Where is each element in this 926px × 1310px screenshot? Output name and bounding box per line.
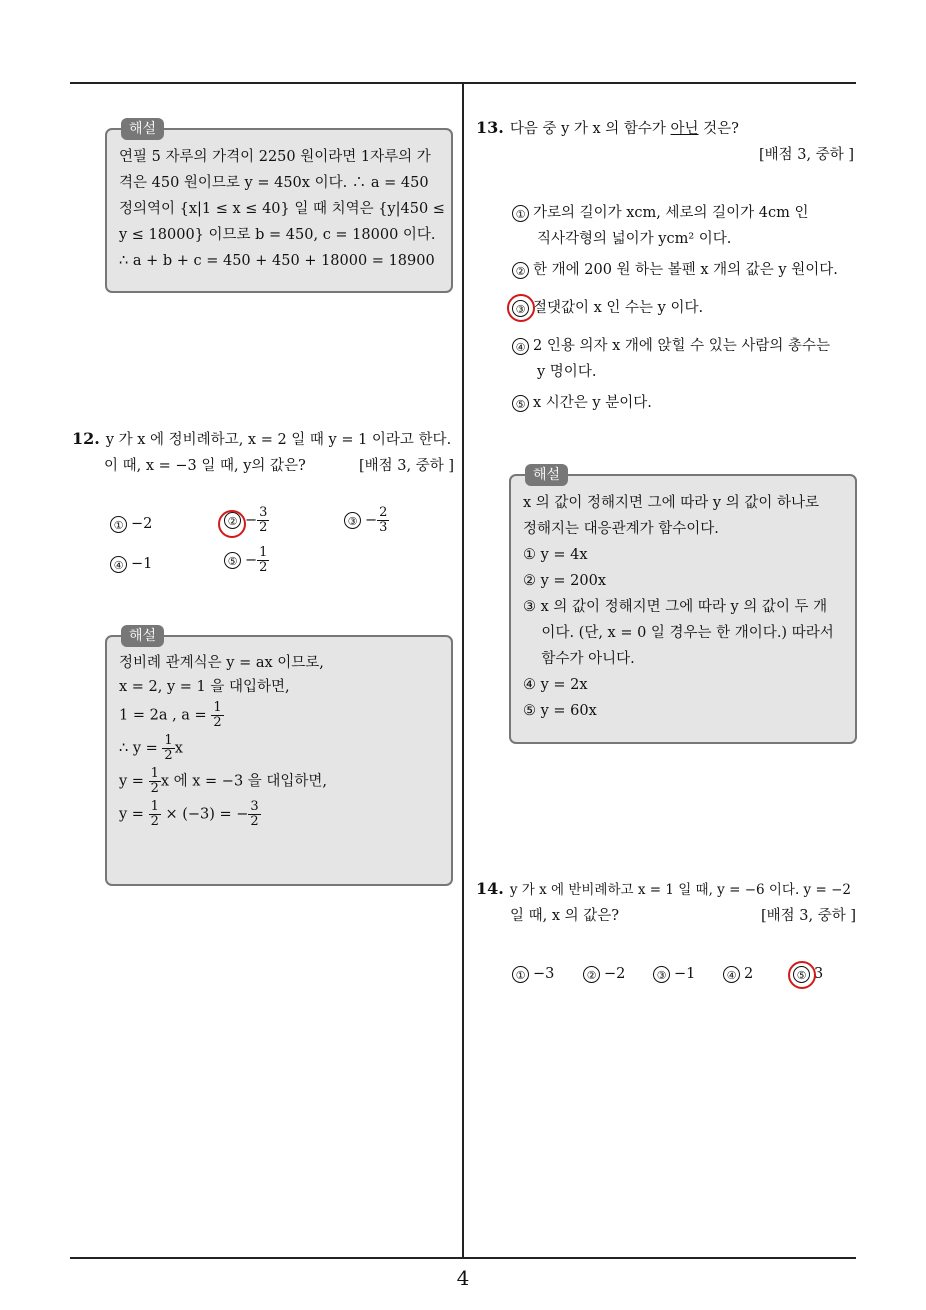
- option-value: −1: [674, 966, 696, 982]
- solution-box-13: [509, 467, 857, 744]
- solution-line: x = 2, y = 1 을 대입하면,: [119, 679, 290, 695]
- fraction: $\frac{1}{2}$: [213, 700, 222, 730]
- fraction: $\frac{1}{2}$: [164, 733, 173, 763]
- question-text: 이 때, x = −3 일 때, y의 값은?: [104, 458, 306, 474]
- option-text: 한 개에 200 원 하는 볼펜 x 개의 값은 y 원이다.: [533, 262, 838, 278]
- option-number: ①: [512, 966, 529, 983]
- solution-line: ③ x 의 값이 정해지면 그에 따라 y 의 값이 두 개: [523, 599, 828, 615]
- option-number: ①: [110, 516, 127, 533]
- option-number: ②: [224, 512, 241, 529]
- option-number: ⑤: [793, 966, 810, 983]
- option-text: 2 인용 의자 x 개에 앉힐 수 있는 사람의 총수는: [533, 338, 831, 354]
- solution-line: 정의역이 {x|1 ≤ x ≤ 40} 일 때 치역은 {y|450 ≤: [119, 201, 445, 217]
- solution-box-12: [105, 628, 453, 886]
- fraction: $\frac{2}{3}$: [379, 505, 388, 535]
- solution-line: 함수가 아니다.: [523, 651, 635, 667]
- points-label: [배점 3, 중하 ]: [758, 147, 854, 163]
- option-number: ④: [723, 966, 740, 983]
- option-12-5[interactable]: [224, 546, 269, 575]
- option-value: 3: [814, 966, 824, 982]
- column-divider: [462, 83, 464, 1258]
- option-text: 직사각형의 넓이가 ycm² 이다.: [537, 231, 732, 247]
- option-text: 절댓값이 x 인 수는 y 이다.: [533, 300, 704, 316]
- solution-line: 연필 5 자루의 가격이 2250 원이라면 1자루의 가: [119, 149, 431, 165]
- fraction: $\frac{1}{2}$: [150, 766, 159, 796]
- question-12: [72, 426, 454, 479]
- option-text: x 시간은 y 분이다.: [533, 395, 652, 411]
- option-number: ②: [583, 966, 600, 983]
- fraction: $\frac{1}{2}$: [259, 545, 268, 575]
- solution-label: 해설: [525, 464, 568, 486]
- solution-label: 해설: [121, 625, 164, 647]
- option-value: −: [245, 512, 258, 529]
- solution-line: ④ y = 2x: [523, 677, 588, 693]
- solution-line: ② y = 200x: [523, 573, 607, 589]
- solution-line: ∴ a + b + c = 450 + 450 + 18000 = 18900: [119, 253, 435, 269]
- solution-line: y = $\frac{1}{2}$ x 에 x = −3 을 대입하면,: [119, 766, 328, 796]
- option-14-1[interactable]: [512, 962, 554, 986]
- option-14-3[interactable]: [653, 962, 695, 986]
- option-13-2[interactable]: [512, 257, 838, 283]
- question-text: 다음 중 y 가 x 의 함수가: [509, 121, 671, 137]
- option-value: −: [245, 552, 258, 569]
- solution-line: 격은 450 원이므로 y = 450x 이다. ∴ a = 450: [119, 175, 429, 191]
- question-text: y 가 x 에 정비례하고, x = 2 일 때 y = 1 이라고 한다.: [105, 432, 452, 448]
- solution-line: 정비례 관계식은 y = ax 이므로,: [119, 655, 324, 671]
- solution-line: 1 = 2a , a = $\frac{1}{2}$: [119, 700, 222, 730]
- answer-circle-mark: [507, 294, 535, 322]
- question-text: 일 때, x 의 값은?: [510, 908, 620, 924]
- option-number: ④: [110, 556, 127, 573]
- option-value: 2: [744, 966, 754, 982]
- fraction: $\frac{1}{2}$: [150, 799, 159, 829]
- option-text: y 명이다.: [537, 364, 597, 380]
- question-13: [476, 115, 854, 168]
- page-number: 4: [456, 1266, 470, 1290]
- option-value: −: [365, 512, 378, 529]
- solution-line: ⑤ y = 60x: [523, 703, 597, 719]
- option-13-1[interactable]: [512, 200, 809, 252]
- option-number: ⑤: [224, 552, 241, 569]
- option-value: −3: [533, 966, 555, 982]
- option-13-4[interactable]: [512, 333, 830, 385]
- fraction: $\frac{3}{2}$: [250, 799, 259, 829]
- option-value: −2: [131, 516, 153, 532]
- question-number: 14.: [476, 879, 504, 898]
- option-number: ⑤: [512, 395, 529, 412]
- option-text: 가로의 길이가 xcm, 세로의 길이가 4cm 인: [533, 205, 809, 221]
- option-number: ③: [653, 966, 670, 983]
- option-value: −2: [604, 966, 626, 982]
- option-12-1[interactable]: [110, 512, 152, 536]
- option-number: ④: [512, 338, 529, 355]
- option-number: ③: [344, 512, 361, 529]
- option-number: ①: [512, 205, 529, 222]
- solution-line: x 의 값이 정해지면 그에 따라 y 의 값이 하나로: [523, 495, 819, 511]
- question-text: y 가 x 에 반비례하고 x = 1 일 때, y = −6 이다. y = −2: [509, 882, 851, 898]
- answer-circle-mark: [788, 961, 816, 989]
- points-label: [배점 3, 중하 ]: [358, 458, 454, 474]
- option-number: ③: [512, 300, 529, 317]
- option-12-4[interactable]: [110, 552, 152, 576]
- question-emphasis: 아닌: [670, 121, 699, 137]
- option-14-4[interactable]: [723, 962, 753, 986]
- fraction: $\frac{3}{2}$: [259, 505, 268, 535]
- question-number: 12.: [72, 429, 100, 448]
- solution-label: 해설: [121, 118, 164, 140]
- solution-line: ∴ y = $\frac{1}{2}$ x: [119, 733, 183, 763]
- option-13-5[interactable]: [512, 390, 652, 416]
- option-value: −1: [131, 556, 153, 572]
- solution-line: 정해지는 대응관계가 함수이다.: [523, 521, 719, 537]
- option-number: ②: [512, 262, 529, 279]
- points-label: [배점 3, 중하 ]: [760, 908, 856, 924]
- solution-line: y = $\frac{1}{2}$ × (−3) = − $\frac{3}{2}$: [119, 799, 259, 829]
- solution-line: ① y = 4x: [523, 547, 588, 563]
- question-number: 13.: [476, 118, 504, 137]
- solution-line: 이다. (단, x = 0 일 경우는 한 개이다.) 따라서: [523, 625, 834, 641]
- solution-line: y ≤ 18000} 이므로 b = 450, c = 18000 이다.: [119, 227, 436, 243]
- question-14: [476, 876, 856, 929]
- answer-circle-mark: [218, 510, 246, 538]
- option-12-3[interactable]: [344, 506, 389, 535]
- bottom-rule: [70, 1257, 856, 1259]
- option-13-3[interactable]: [512, 295, 703, 321]
- question-text: 것은?: [698, 121, 739, 137]
- option-14-2[interactable]: [583, 962, 625, 986]
- solution-box-11: [105, 121, 453, 293]
